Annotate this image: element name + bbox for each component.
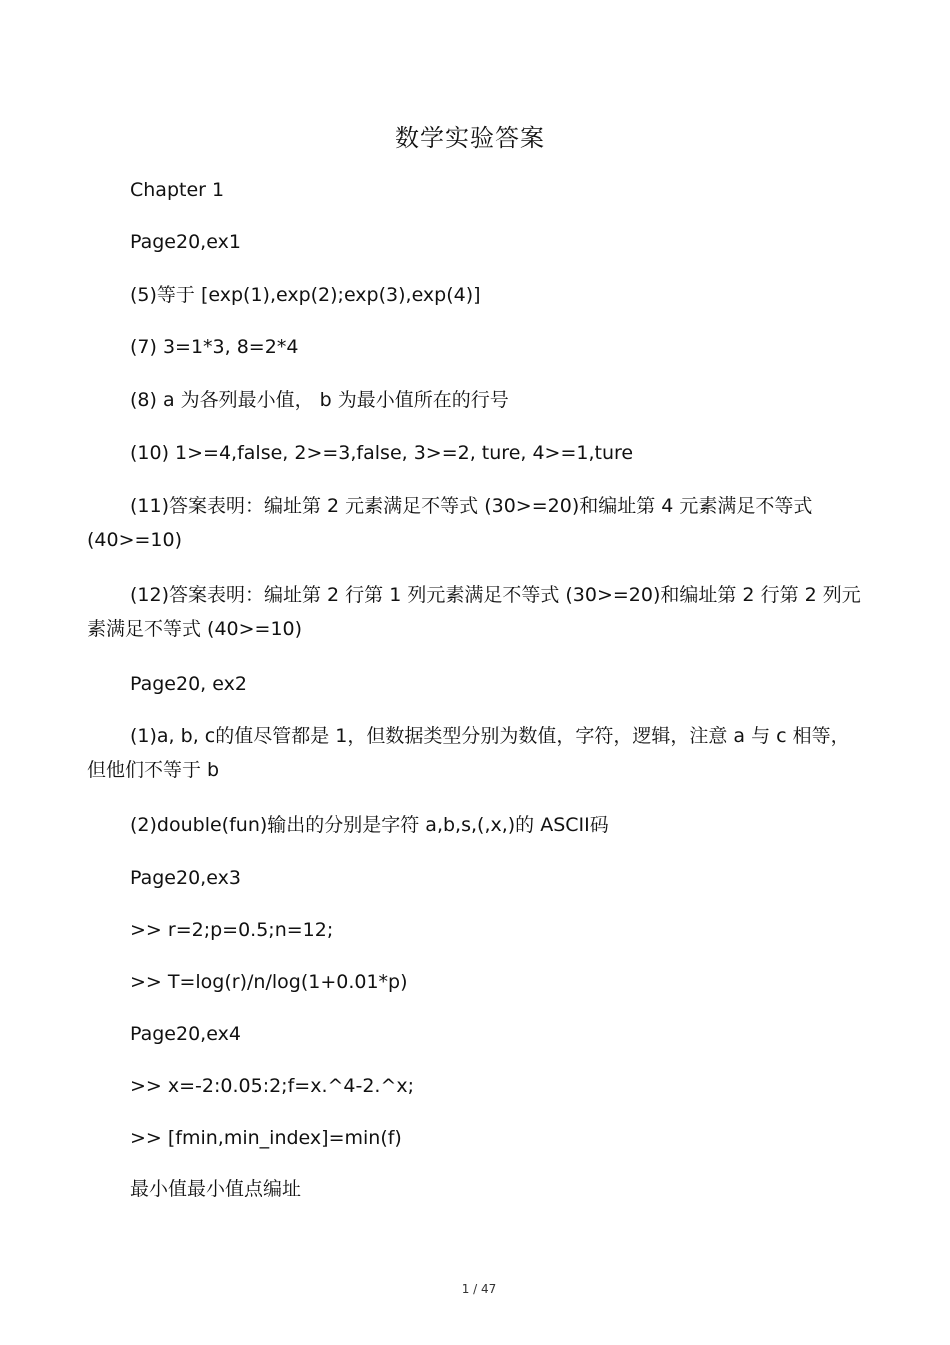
paragraph: (10) 1>=4,false, 2>=3,false, 3>=2, ture, 4>=1,ture [130,442,634,464]
paragraph: (12)答案表明：编址第 2 行第 1 列元素满足不等式 (30>=20)和编址第 2 行第 2 列元素满足不等式 (40>=10) [87,584,861,640]
paragraph: (2)double(fun)输出的分别是字符 a,b,s,(,x,)的 ASCII码 [130,814,609,836]
paragraph: (1)a, b, c的值尽管都是 1，但数据类型分别为数值，字符，逻辑，注意 a 与 c 相等，但他们不等于 b [87,725,850,781]
paragraph: Chapter 1 [130,179,225,201]
paragraph: (11)答案表明：编址第 2 元素满足不等式 (30>=20)和编址第 4 元素满足不等式 (40>=10) [87,495,813,551]
paragraph: (5)等于 [exp(1),exp(2);exp(3),exp(4)] [130,284,481,306]
paragraph: (8) a 为各列最小值， b 为最小值所在的行号 [130,389,509,411]
paragraph: Page20,ex4 [130,1023,241,1045]
paragraph: 最小值最小值点编址 [130,1178,302,1200]
code-line: >> r=2;p=0.5;n=12; [130,919,334,941]
code-line: >> x=-2:0.05:2;f=x.^4-2.^x; [130,1075,415,1097]
paragraph: Page20,ex1 [130,231,241,253]
page-indicator: 1 / 47 [461,1282,497,1296]
code-line: >> T=log(r)/n/log(1+0.01*p) [130,971,408,993]
code-line: >> [fmin,min_index]=min(f) [130,1127,402,1149]
paragraph: Page20, ex2 [130,673,247,695]
paragraph: (7) 3=1*3, 8=2*4 [130,336,299,358]
paragraph: Page20,ex3 [130,867,241,889]
document-title: 数学实验答案 [395,124,545,152]
